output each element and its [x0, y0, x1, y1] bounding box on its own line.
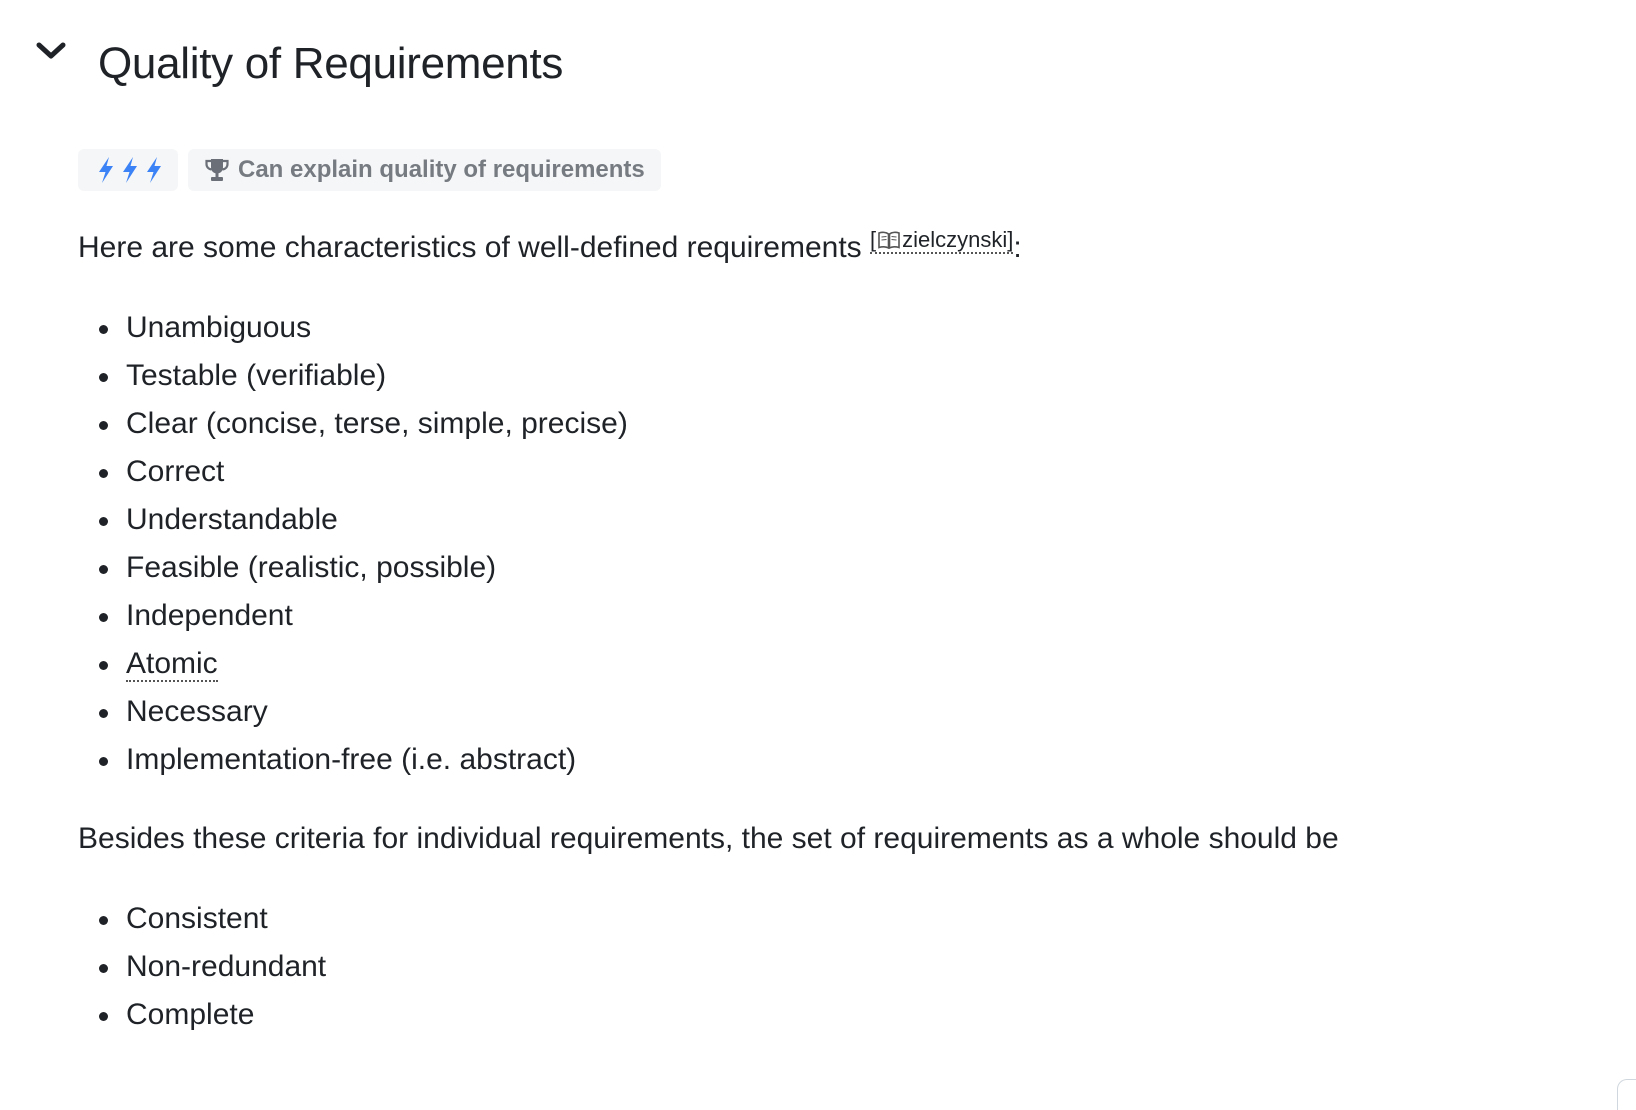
- citation-label: zielczynski: [902, 227, 1008, 252]
- lightning-bolt-icon: [144, 156, 164, 184]
- citation-close: ]: [1007, 227, 1014, 252]
- difficulty-badge: [78, 149, 178, 191]
- list-item: Feasible (realistic, possible): [126, 544, 628, 592]
- lightning-bolt-icon: [96, 156, 116, 184]
- list-item: Complete: [126, 991, 326, 1039]
- lightning-bolt-icon: [120, 156, 140, 184]
- list-item: Correct: [126, 448, 628, 496]
- learning-outcome-label: Can explain quality of requirements: [238, 156, 645, 183]
- glossary-term-atomic[interactable]: Atomic: [126, 647, 218, 680]
- page-title: Quality of Requirements: [98, 39, 564, 88]
- list-item: Independent: [126, 592, 628, 640]
- summary-paragraph: Besides these criteria for individual requirements, the set of requirements as a whole should be: [78, 822, 1339, 855]
- citation-open: [: [870, 227, 877, 252]
- list-item: Non-redundant: [126, 943, 326, 991]
- trophy-icon: [204, 157, 230, 183]
- list-item: Clear (concise, terse, simple, precise): [126, 400, 628, 448]
- corner-frame: [1617, 1079, 1636, 1110]
- chevron-down-icon[interactable]: [36, 36, 66, 66]
- list-item: Testable (verifiable): [126, 352, 628, 400]
- intro-suffix: :: [1013, 231, 1022, 264]
- set-criteria-list: [78, 895, 326, 1039]
- citation-link[interactable]: [870, 227, 1013, 254]
- learning-outcome-badge: [188, 149, 661, 191]
- badge-row: [78, 149, 661, 191]
- list-item: Implementation-free (i.e. abstract): [126, 736, 628, 784]
- book-icon: [878, 231, 900, 249]
- list-item: [126, 640, 628, 688]
- list-item: Necessary: [126, 688, 628, 736]
- intro-paragraph: [78, 224, 1022, 272]
- section-header: [36, 36, 66, 66]
- list-item: Consistent: [126, 895, 326, 943]
- list-item: Understandable: [126, 496, 628, 544]
- characteristics-list: [78, 304, 628, 784]
- list-item: Unambiguous: [126, 304, 628, 352]
- intro-text: Here are some characteristics of well-defined requirements: [78, 231, 862, 264]
